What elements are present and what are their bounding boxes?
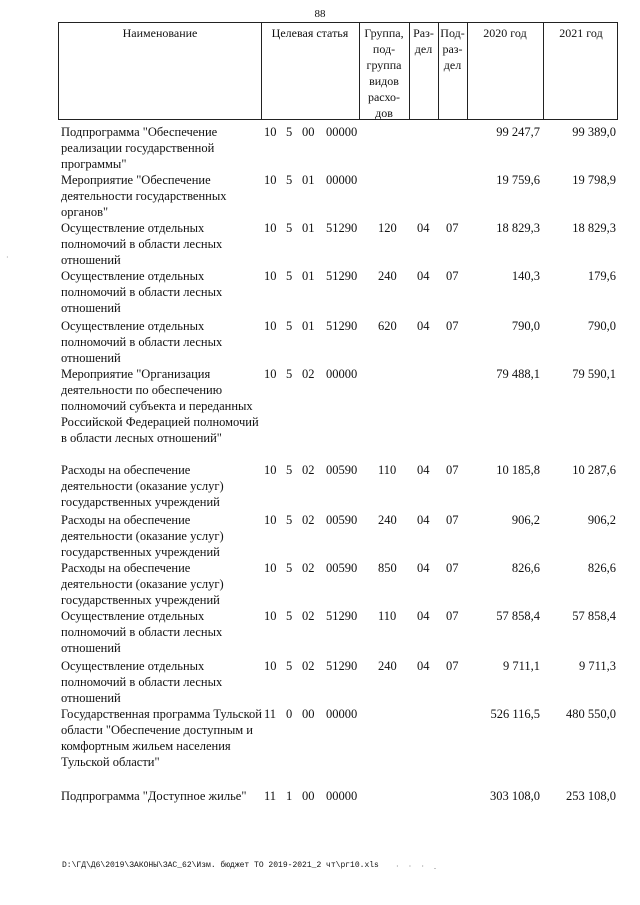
row-name: Расходы на обеспечение деятельности (оказание услуг) государственных учреждений [61,513,224,559]
code-group: 240 [378,659,397,673]
footer-file-path: D:\ГД\Д6\2019\ЗАКОНЫ\ЗАС_62\Изм. бюджет ТО 2019-2021_2 чт\рг10.xls [62,861,379,870]
value-2020: 18 829,3 [496,221,540,235]
code-razdel: 04 [417,609,430,623]
code-subprogram: 5 [286,221,293,235]
row-name: Мероприятие "Обеспечение деятельности государственных органов" [61,173,227,219]
header-podrazdel-line: дел [443,58,462,72]
value-2020: 526 116,5 [490,707,540,721]
value-2021: 906,2 [587,513,616,527]
code-event: 02 [302,659,315,673]
value-2021: 253 108,0 [566,789,616,803]
value-2020: 906,2 [511,513,540,527]
code-program: 10 [264,367,277,381]
header-podrazdel [438,25,467,73]
header-razdel [409,25,438,57]
value-2020: 19 759,6 [496,173,540,187]
code-direction: 00000 [326,707,358,721]
code-direction: 00000 [326,173,358,187]
code-program: 10 [264,269,277,283]
code-direction: 51290 [326,221,358,235]
row-name: Государственная программа Тульской области "Обеспечение доступным и комфортным жильем населения Тульской области" [61,707,262,769]
code-direction: 00000 [326,367,358,381]
code-program: 10 [264,609,277,623]
header-group-line: под- [372,42,396,56]
code-program: 11 [264,789,277,803]
code-event: 00 [302,789,315,803]
page-number: 88 [314,8,326,20]
value-2020: 57 858,4 [496,609,540,623]
code-direction: 51290 [326,269,358,283]
code-subprogram: 5 [286,659,293,673]
code-subprogram: 5 [286,367,293,381]
code-event: 02 [302,513,315,527]
code-direction: 00000 [326,789,358,803]
header-podrazdel-line: раз- [442,42,463,56]
table-header [58,22,618,120]
code-group: 850 [378,561,397,575]
value-2021: 826,6 [587,561,616,575]
value-2020: 79 488,1 [496,367,540,381]
value-2021: 790,0 [587,319,616,333]
code-group: 240 [378,513,397,527]
value-2020: 9 711,1 [502,659,540,673]
code-subprogram: 5 [286,513,293,527]
value-2021: 179,6 [587,269,616,283]
code-razdel: 04 [417,221,430,235]
header-group [359,25,409,121]
value-2021: 9 711,3 [578,659,616,673]
code-podrazdel: 07 [446,561,459,575]
value-2021: 79 590,1 [572,367,616,381]
value-2021: 10 287,6 [572,463,616,477]
code-event: 01 [302,269,315,283]
row-name: Подпрограмма "Обеспечение реализации государственной программы" [61,125,218,171]
code-subprogram: 5 [286,319,293,333]
header-group-line: группа [366,58,402,72]
code-direction: 51290 [326,609,358,623]
code-razdel: 04 [417,659,430,673]
code-razdel: 04 [417,269,430,283]
code-podrazdel: 07 [446,221,459,235]
code-event: 01 [302,319,315,333]
code-subprogram: 5 [286,463,293,477]
code-direction: 51290 [326,319,358,333]
code-podrazdel: 07 [446,269,459,283]
code-razdel: 04 [417,513,430,527]
code-direction: 00590 [326,513,358,527]
code-event: 01 [302,173,315,187]
header-2020: 2020 год [483,26,527,40]
code-razdel: 04 [417,561,430,575]
code-program: 10 [264,561,277,575]
code-program: 10 [264,173,277,187]
code-event: 02 [302,609,315,623]
value-2021: 57 858,4 [572,609,616,623]
code-direction: 00590 [326,561,358,575]
margin-mark: · [6,253,9,262]
code-subprogram: 5 [286,269,293,283]
row-name: Осуществление отдельных полномочий в области лесных отношений [61,221,223,267]
value-2020: 303 108,0 [490,789,540,803]
code-podrazdel: 07 [446,319,459,333]
code-razdel: 04 [417,319,430,333]
code-program: 10 [264,319,277,333]
header-group-line: видов [369,74,399,88]
value-2021: 18 829,3 [572,221,616,235]
code-event: 00 [302,707,315,721]
code-program: 11 [264,707,277,721]
header-group-line: расхо- [367,90,401,104]
code-direction: 00590 [326,463,358,477]
row-name: Расходы на обеспечение деятельности (оказание услуг) государственных учреждений [61,463,224,509]
row-name: Мероприятие "Организация деятельности по обеспечению полномочий субъекта и переданных Российской Федерацией полномочий в области лесных отношений" [61,367,259,445]
row-name: Осуществление отдельных полномочий в области лесных отношений [61,659,223,705]
header-razdel-line: дел [414,42,433,56]
row-name: Расходы на обеспечение деятельности (оказание услуг) государственных учреждений [61,561,224,607]
code-group: 110 [378,463,397,477]
value-2021: 99 389,0 [572,125,616,139]
code-event: 02 [302,463,315,477]
value-2021: 19 798,9 [572,173,616,187]
code-program: 10 [264,659,277,673]
code-event: 01 [302,221,315,235]
code-subprogram: 5 [286,173,293,187]
code-event: 02 [302,561,315,575]
header-group-line: дов [375,106,393,120]
value-2020: 140,3 [511,269,540,283]
row-name: Подпрограмма "Доступное жилье" [61,789,247,803]
code-group: 240 [378,269,397,283]
code-podrazdel: 07 [446,463,459,477]
code-podrazdel: 07 [446,659,459,673]
row-name: Осуществление отдельных полномочий в области лесных отношений [61,319,223,365]
code-subprogram: 1 [286,789,293,803]
code-subprogram: 5 [286,125,293,139]
code-razdel: 04 [417,463,430,477]
code-podrazdel: 07 [446,513,459,527]
code-podrazdel: 07 [446,609,459,623]
value-2020: 826,6 [511,561,540,575]
header-target: Целевая статья [271,26,349,40]
value-2020: 790,0 [511,319,540,333]
row-name: Осуществление отдельных полномочий в области лесных отношений [61,609,223,655]
code-subprogram: 5 [286,561,293,575]
code-group: 120 [378,221,397,235]
code-program: 10 [264,513,277,527]
code-event: 00 [302,125,315,139]
value-2020: 99 247,7 [496,125,540,139]
header-2021: 2021 год [559,26,603,40]
code-subprogram: 0 [286,707,293,721]
code-program: 10 [264,221,277,235]
code-program: 10 [264,125,277,139]
code-group: 620 [378,319,397,333]
code-direction: 51290 [326,659,358,673]
scan-artifact: · · · . [396,862,440,871]
row-name: Осуществление отдельных полномочий в области лесных отношений [61,269,223,315]
value-2020: 10 185,8 [496,463,540,477]
code-subprogram: 5 [286,609,293,623]
code-direction: 00000 [326,125,358,139]
code-program: 10 [264,463,277,477]
header-group-line: Группа, [364,26,404,40]
header-name: Наименование [122,26,198,40]
header-razdel-line: Раз- [413,26,434,40]
code-event: 02 [302,367,315,381]
value-2021: 480 550,0 [566,707,616,721]
code-group: 110 [378,609,397,623]
header-podrazdel-line: Под- [440,26,465,40]
